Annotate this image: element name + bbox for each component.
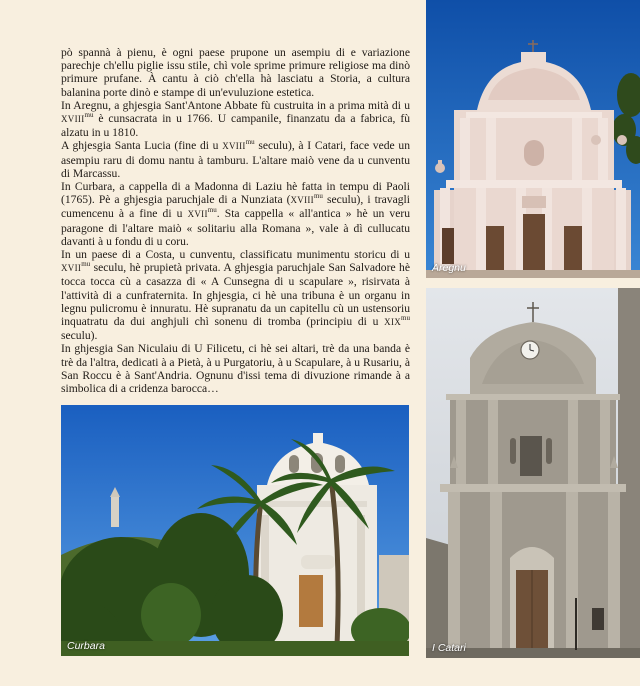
text-segment: XIX — [384, 317, 402, 328]
text-segment: è cunsacrata in u 1766. U campanile, finanzatu da a fabrica, fù alzatu in u 1810. — [61, 112, 410, 140]
curbara-chapel-illustration — [61, 405, 409, 656]
text-segment: In Aregnu, a ghjesgia Sant'Antone Abbate fù custruita in a prima mità di u — [61, 98, 410, 112]
text-segment: pò spannà à pienu, è ogni paese prupone un asempiu di e variazione parechje ch'ellu piglie issu stile, chì vole sprime primure religiose ma dinò primure prufane. À cantu à ciò ch'ella hà lasciatu a Storia, a cultura balanina porte dinò e stampe di un'evuluzione estetica. — [61, 46, 410, 99]
text-segment: seculu). — [61, 329, 98, 343]
text-segment: XVII — [187, 209, 208, 220]
paragraph-p3 — [61, 139, 410, 180]
caption-aregnu: Aregnu — [432, 262, 466, 274]
aregnu-church-illustration — [426, 0, 640, 278]
text-segment: mu — [245, 138, 255, 147]
photo-aregnu-church — [426, 0, 640, 278]
text-segment: XVIII — [61, 114, 85, 125]
text-segment: mu — [207, 206, 217, 215]
paragraph-p5 — [61, 248, 410, 342]
caption-curbara: Curbara — [67, 640, 105, 652]
photo-curbara-chapel — [61, 405, 409, 656]
text-segment: In ghjesgia San Niculaiu di U Filicetu, ci hè sei altari, trè da una banda è trè da l'altra, dedicati à a Pietà, à u Purgatoriu, à u Scapulare, à u Rusariu, à San Roccu è à Sant'Andria. Ognunu d'issi tema di divuzione rimande à a simbolica di a cridenza barocca… — [61, 342, 410, 396]
text-segment: XVIII — [222, 141, 246, 152]
text-segment: A ghjesgia Santa Lucia (fine di u — [61, 139, 223, 153]
catari-church-illustration — [426, 288, 640, 658]
text-segment: XVIII — [290, 195, 314, 206]
paragraph-p1 — [61, 46, 410, 99]
paragraph-p6 — [61, 342, 410, 395]
text-segment: mu — [401, 314, 410, 323]
photo-catari-church — [426, 288, 640, 658]
text-segment: seculu), à I Catari, face vede un asempiu raru di domu nantu à tamburu. L'altare maiò vene da u cunventu di Marcassu. — [61, 139, 410, 180]
text-segment: mu — [313, 192, 323, 201]
text-segment: In Curbara, a cappella di a Madonna di Laziu hè fatta in tempu di Paoli (1765). Pè a ghjesgia paruchjale di a Nunziata ( — [61, 180, 410, 207]
text-segment: mu — [84, 111, 94, 120]
text-segment: seculu, hè prupietà privata. A ghjesgia paruchjale San Salvadore hè tocca tocca cù a casazza di « A Cunsegna di u scapulare », risirvata à l'attività di a cunfraternita. In ghjesgia, ci hè una tribuna è un organu in legnu pulicromu è innuratu. Hè supranatu da un capitellu cù un ustensoriu inquatratu da dui anghjuli chì sonenu di tromba (principiu di u — [61, 261, 410, 329]
body-text — [61, 46, 410, 395]
text-segment: mu — [81, 260, 91, 269]
text-segment: seculu), i travagli cumencenu à a fine di u — [61, 193, 410, 221]
text-segment: In un paese di a Costa, u cunventu, classificatu munimentu storicu di u — [61, 248, 410, 262]
text-segment: . Sta cappella « all'antica » hè un veru paragone di l'altare maiò « solitariu alla Romana », vale à dì cullucatu davanti à u fondu di u coru. — [61, 207, 411, 248]
caption-catari: I Catari — [432, 642, 466, 654]
text-segment: XVII — [61, 263, 82, 274]
paragraph-p2 — [61, 99, 410, 140]
paragraph-p4 — [61, 180, 410, 248]
